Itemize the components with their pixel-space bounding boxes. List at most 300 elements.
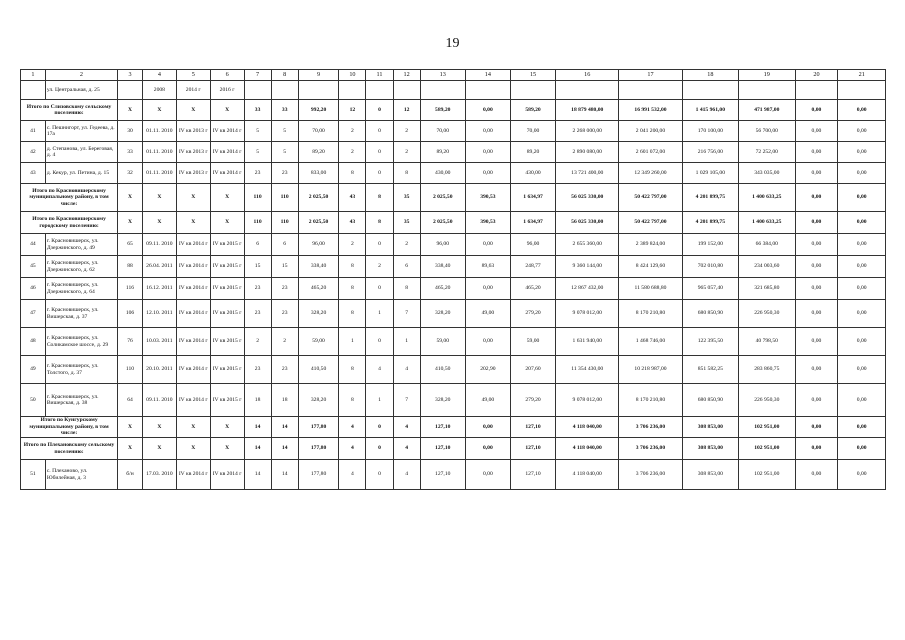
table-cell: 1 xyxy=(393,328,420,356)
table-cell: IV кв 2015 г xyxy=(210,234,244,256)
table-cell: IV кв 2015 г xyxy=(210,256,244,278)
table-cell: 0,00 xyxy=(838,300,886,328)
address-cell: г. Красновишерск, ул. Вишерская, д. 37 xyxy=(45,300,117,328)
table-cell xyxy=(339,81,366,100)
address-cell: г. Красновишерск, ул. Вишерская, д. 38 xyxy=(45,384,117,417)
table-cell: X xyxy=(210,212,244,234)
table-cell: 851 582,25 xyxy=(682,356,738,384)
table-cell xyxy=(21,81,46,100)
table-cell: 308 853,00 xyxy=(682,417,738,438)
table-cell: 2 041 200,00 xyxy=(619,121,682,142)
page-number: 19 xyxy=(445,36,460,51)
column-number-header-row xyxy=(21,70,886,81)
table-cell: 5 xyxy=(271,121,298,142)
table-cell xyxy=(556,81,619,100)
table-row xyxy=(21,256,886,278)
table-cell: 4 201 899,75 xyxy=(682,212,738,234)
column-header: 18 xyxy=(682,70,738,81)
table-cell: 59,00 xyxy=(298,328,339,356)
address-cell: г. Красновишерск, ул. Дзержинского, д. 64 xyxy=(45,278,117,300)
table-cell: 0,00 xyxy=(838,256,886,278)
table-cell: IV кв 2014 г xyxy=(176,460,210,490)
table-cell: 8 170 210,80 xyxy=(619,384,682,417)
table-cell: 2 601 072,00 xyxy=(619,142,682,163)
table-cell: 32 xyxy=(118,163,143,184)
table-cell: 0 xyxy=(366,163,393,184)
address-cell: г. Красновишерск, ул. Дзержинского, д. 62 xyxy=(45,256,117,278)
table-cell: 4 xyxy=(393,417,420,438)
table-cell: 72 252,00 xyxy=(739,142,795,163)
table-cell: X xyxy=(118,100,143,121)
table-cell: 43 xyxy=(339,212,366,234)
table-cell: 23 xyxy=(244,356,271,384)
table-cell: IV кв 2014 г xyxy=(176,234,210,256)
table-cell: 0,00 xyxy=(795,184,838,212)
table-cell: 5 xyxy=(244,121,271,142)
table-cell: 70,00 xyxy=(510,121,555,142)
table-cell: IV кв 2014 г xyxy=(176,356,210,384)
table-cell: 8 xyxy=(393,163,420,184)
housing-program-table xyxy=(20,69,886,490)
table-cell: 343 035,00 xyxy=(739,163,795,184)
table-cell: 50 422 797,00 xyxy=(619,184,682,212)
table-cell: 5 xyxy=(244,142,271,163)
table-cell: 0,00 xyxy=(838,278,886,300)
table-cell: 12 xyxy=(393,100,420,121)
table-cell: 0,00 xyxy=(838,356,886,384)
table-cell: 216 756,00 xyxy=(682,142,738,163)
table-cell: IV кв 2013 г xyxy=(176,142,210,163)
column-header: 9 xyxy=(298,70,339,81)
table-cell: 4 xyxy=(366,356,393,384)
table-cell: 2 xyxy=(271,328,298,356)
table-cell: 8 170 210,80 xyxy=(619,300,682,328)
table-cell: 35 xyxy=(393,184,420,212)
table-cell: 3 706 236,00 xyxy=(619,438,682,460)
table-cell: 17.03. 2010 xyxy=(142,460,176,490)
table-cell: 2 025,50 xyxy=(420,184,465,212)
table-row xyxy=(21,234,886,256)
table-cell: 0,00 xyxy=(465,460,510,490)
table-cell: 465,20 xyxy=(510,278,555,300)
table-cell: 56 025 330,00 xyxy=(556,184,619,212)
table-cell: 127,10 xyxy=(420,460,465,490)
subtotal-row xyxy=(21,212,886,234)
table-cell: 702 010,80 xyxy=(682,256,738,278)
table-cell: 177,80 xyxy=(298,438,339,460)
table-cell: 0,00 xyxy=(795,417,838,438)
table-cell: 2 025,50 xyxy=(298,184,339,212)
table-cell: 1 029 105,00 xyxy=(682,163,738,184)
table-cell: 390,53 xyxy=(465,212,510,234)
table-cell: 65 xyxy=(118,234,143,256)
table-cell: 177,80 xyxy=(298,417,339,438)
table-cell: X xyxy=(142,417,176,438)
table-cell: 1 400 633,25 xyxy=(739,184,795,212)
table-cell: 279,20 xyxy=(510,300,555,328)
table-cell: 0,00 xyxy=(838,328,886,356)
table-cell: 0 xyxy=(366,438,393,460)
table-cell: 0,00 xyxy=(465,417,510,438)
table-cell: 14 xyxy=(244,438,271,460)
address-cell: д. Степанова, ул. Береговая, д. 4 xyxy=(45,142,117,163)
table-cell: 2 025,50 xyxy=(298,212,339,234)
address-cell: г. Красновишерск, ул. Толстого, д. 37 xyxy=(45,356,117,384)
table-cell: 2008 xyxy=(142,81,176,100)
subtotal-title: Итого по Плехановскому сельскому поселению: xyxy=(21,438,118,460)
table-cell: X xyxy=(142,100,176,121)
column-header: 15 xyxy=(510,70,555,81)
table-cell: 18 xyxy=(271,384,298,417)
table-cell: 1 631 940,00 xyxy=(556,328,619,356)
table-cell: 9 078 012,00 xyxy=(556,384,619,417)
table-cell: 4 201 899,75 xyxy=(682,184,738,212)
table-cell: 0,00 xyxy=(465,278,510,300)
column-header: 8 xyxy=(271,70,298,81)
table-cell: 23 xyxy=(271,163,298,184)
table-cell: 16.12. 2011 xyxy=(142,278,176,300)
table-cell: 43 xyxy=(339,184,366,212)
table-cell: 0,00 xyxy=(795,163,838,184)
table-cell: 3 706 236,00 xyxy=(619,460,682,490)
table-cell: 234 003,60 xyxy=(739,256,795,278)
column-header: 1 xyxy=(21,70,46,81)
table-cell: 110 xyxy=(271,212,298,234)
table-cell: 70,00 xyxy=(298,121,339,142)
table-cell: X xyxy=(142,438,176,460)
table-cell: 4 xyxy=(339,417,366,438)
table-cell: 4 118 040,00 xyxy=(556,417,619,438)
table-cell xyxy=(244,81,271,100)
table-cell: 127,10 xyxy=(420,438,465,460)
table-cell: 23 xyxy=(271,300,298,328)
table-cell: 4 xyxy=(393,460,420,490)
table-cell: 202,90 xyxy=(465,356,510,384)
table-cell: 0,00 xyxy=(838,384,886,417)
table-cell: 430,00 xyxy=(510,163,555,184)
table-cell: 0,00 xyxy=(838,184,886,212)
table-cell xyxy=(393,81,420,100)
table-cell: 14 xyxy=(271,460,298,490)
table-cell: 102 951,00 xyxy=(739,460,795,490)
table-cell: 14 xyxy=(271,438,298,460)
table-cell: 14 xyxy=(244,460,271,490)
table-cell: 0 xyxy=(366,328,393,356)
table-cell: 0,00 xyxy=(795,142,838,163)
table-cell: 589,20 xyxy=(510,100,555,121)
table-cell: 127,10 xyxy=(420,417,465,438)
table-cell: 2 xyxy=(339,142,366,163)
table-cell: б/н xyxy=(118,460,143,490)
table-cell: 0,00 xyxy=(795,121,838,142)
table-cell: 0,00 xyxy=(795,100,838,121)
table-cell: 2 xyxy=(393,234,420,256)
table-row xyxy=(21,384,886,417)
table-cell: IV кв 2014 г xyxy=(176,328,210,356)
table-cell: 110 xyxy=(118,356,143,384)
table-cell: 680 850,90 xyxy=(682,384,738,417)
table-cell xyxy=(118,81,143,100)
table-cell xyxy=(298,81,339,100)
table-cell: 0,00 xyxy=(838,438,886,460)
table-cell: X xyxy=(176,417,210,438)
table-cell: 01.11. 2010 xyxy=(142,142,176,163)
table-cell: 26.04. 2011 xyxy=(142,256,176,278)
table-cell: 4 118 040,00 xyxy=(556,438,619,460)
table-cell: 0,00 xyxy=(465,142,510,163)
table-cell: 2014 г xyxy=(176,81,210,100)
table-cell: 0,00 xyxy=(838,212,886,234)
table-row xyxy=(21,142,886,163)
table-cell: 12 xyxy=(339,100,366,121)
table-cell: 0,00 xyxy=(795,328,838,356)
table-cell: 64 xyxy=(118,384,143,417)
subtotal-row xyxy=(21,184,886,212)
table-cell: 0,00 xyxy=(795,234,838,256)
table-cell: 23 xyxy=(271,356,298,384)
address-cell: с. Плеханово, ул. Юбилейная, д. 3 xyxy=(45,460,117,490)
table-cell: 8 xyxy=(339,356,366,384)
table-cell: 328,20 xyxy=(420,300,465,328)
table-cell xyxy=(510,81,555,100)
table-cell: 11 580 688,80 xyxy=(619,278,682,300)
table-cell: 23 xyxy=(244,278,271,300)
table-cell: 41 xyxy=(21,121,46,142)
column-header: 19 xyxy=(739,70,795,81)
table-cell: 177,80 xyxy=(298,460,339,490)
subtotal-row xyxy=(21,417,886,438)
table-cell: 0,00 xyxy=(795,256,838,278)
table-cell: 56 700,00 xyxy=(739,121,795,142)
table-cell: 965 057,40 xyxy=(682,278,738,300)
table-cell: 127,10 xyxy=(510,460,555,490)
table-cell: 0,00 xyxy=(795,438,838,460)
table-cell: IV кв 2015 г xyxy=(210,356,244,384)
table-cell: 33 xyxy=(244,100,271,121)
column-header: 11 xyxy=(366,70,393,81)
table-cell: 15 xyxy=(244,256,271,278)
table-cell: 4 xyxy=(339,460,366,490)
table-cell: 992,20 xyxy=(298,100,339,121)
table-cell: 1 415 961,00 xyxy=(682,100,738,121)
table-cell: 127,10 xyxy=(510,417,555,438)
table-cell: 589,20 xyxy=(420,100,465,121)
table-cell: 30 xyxy=(118,121,143,142)
table-cell: 12 349 260,00 xyxy=(619,163,682,184)
table-row xyxy=(21,121,886,142)
table-cell: 14 xyxy=(244,417,271,438)
table-cell: X xyxy=(176,184,210,212)
table-cell: 33 xyxy=(118,142,143,163)
table-cell: 01.11. 2010 xyxy=(142,121,176,142)
subtotal-row xyxy=(21,438,886,460)
table-cell: 11 354 430,00 xyxy=(556,356,619,384)
table-cell: 6 xyxy=(271,234,298,256)
table-cell: 1 468 746,00 xyxy=(619,328,682,356)
table-cell: 0,00 xyxy=(838,234,886,256)
table-cell: X xyxy=(176,100,210,121)
table-cell: 20.10. 2011 xyxy=(142,356,176,384)
table-cell: 465,20 xyxy=(420,278,465,300)
table-cell xyxy=(271,81,298,100)
table-cell: IV кв 2014 г xyxy=(210,142,244,163)
table-cell: 45 xyxy=(21,256,46,278)
table-cell: 0,00 xyxy=(795,300,838,328)
table-cell: 2 xyxy=(244,328,271,356)
table-body xyxy=(21,81,886,490)
table-cell: 48 xyxy=(21,328,46,356)
column-header: 17 xyxy=(619,70,682,81)
column-header: 3 xyxy=(118,70,143,81)
table-cell: 0,00 xyxy=(465,100,510,121)
table-cell xyxy=(366,81,393,100)
table-cell: 66 384,00 xyxy=(739,234,795,256)
table-cell: 12 867 432,00 xyxy=(556,278,619,300)
table-cell: 0,00 xyxy=(838,100,886,121)
table-cell: 49,00 xyxy=(465,384,510,417)
table-cell: 4 xyxy=(393,438,420,460)
table-cell: 15 xyxy=(271,256,298,278)
table-cell: 23 xyxy=(271,278,298,300)
table-cell: 8 xyxy=(339,163,366,184)
table-cell: 13 721 400,00 xyxy=(556,163,619,184)
table-cell: 0,00 xyxy=(795,278,838,300)
table-cell: 89,20 xyxy=(510,142,555,163)
column-header: 12 xyxy=(393,70,420,81)
table-cell: 0,00 xyxy=(795,384,838,417)
table-cell xyxy=(838,81,886,100)
table-cell: 96,00 xyxy=(420,234,465,256)
table-row xyxy=(21,163,886,184)
table-cell: 833,00 xyxy=(298,163,339,184)
table-cell: IV кв 2015 г xyxy=(210,300,244,328)
table-cell: 7 xyxy=(393,384,420,417)
table-cell: 338,40 xyxy=(420,256,465,278)
table-cell: 70,00 xyxy=(420,121,465,142)
address-cell: с. Пешнигорт, ул. Гедеева, д. 17а xyxy=(45,121,117,142)
table-cell: X xyxy=(210,184,244,212)
table-cell: 680 850,90 xyxy=(682,300,738,328)
table-cell: 199 152,00 xyxy=(682,234,738,256)
table-cell: X xyxy=(118,184,143,212)
column-header: 5 xyxy=(176,70,210,81)
table-cell: 2 890 080,00 xyxy=(556,142,619,163)
table-cell: 50 422 797,00 xyxy=(619,212,682,234)
table-cell: 89,20 xyxy=(420,142,465,163)
column-header: 21 xyxy=(838,70,886,81)
table-cell: 308 853,00 xyxy=(682,438,738,460)
table-row xyxy=(21,300,886,328)
table-cell: 50 xyxy=(21,384,46,417)
table-cell: 8 xyxy=(339,278,366,300)
table-cell: 9 360 144,00 xyxy=(556,256,619,278)
table-cell: 89,20 xyxy=(298,142,339,163)
subtotal-title: Итого по Слизовскому сельскому поселению: xyxy=(21,100,118,121)
table-cell: 0,00 xyxy=(465,121,510,142)
table-cell: 3 706 236,00 xyxy=(619,417,682,438)
table-cell: X xyxy=(118,212,143,234)
subtotal-title: Итого по Красновишерскому муниципальному району, в том числе: xyxy=(21,184,118,212)
table-cell xyxy=(795,81,838,100)
table-cell: 4 118 040,00 xyxy=(556,460,619,490)
table-cell: 0 xyxy=(366,100,393,121)
table-cell: 0,00 xyxy=(838,163,886,184)
table-cell: 23 xyxy=(244,163,271,184)
table-cell: 0,00 xyxy=(838,417,886,438)
table-cell: 7 xyxy=(393,300,420,328)
table-cell: 6 xyxy=(393,256,420,278)
table-cell: 42 xyxy=(21,142,46,163)
table-cell: 0,00 xyxy=(838,142,886,163)
table-cell: X xyxy=(176,212,210,234)
table-cell: 0 xyxy=(366,278,393,300)
table-cell: 0,00 xyxy=(838,460,886,490)
table-cell: 0,00 xyxy=(465,438,510,460)
table-cell: 49,00 xyxy=(465,300,510,328)
table-cell: 390,53 xyxy=(465,184,510,212)
address-cell: ул. Центральная, д. 25 xyxy=(45,81,117,100)
table-cell: X xyxy=(210,438,244,460)
table-cell: 2016 г xyxy=(210,81,244,100)
table-cell: 0 xyxy=(366,417,393,438)
subtotal-title: Итого по Красновишерскому городскому поселению: xyxy=(21,212,118,234)
table-cell: 0,00 xyxy=(795,356,838,384)
table-cell: X xyxy=(142,212,176,234)
column-header: 10 xyxy=(339,70,366,81)
table-cell: 10 218 987,00 xyxy=(619,356,682,384)
table-cell: 2 xyxy=(339,234,366,256)
table-cell: 0 xyxy=(366,121,393,142)
table-cell: X xyxy=(210,100,244,121)
table-cell: IV кв 2014 г xyxy=(176,384,210,417)
table-cell: 9 078 012,00 xyxy=(556,300,619,328)
table-cell: 2 655 360,00 xyxy=(556,234,619,256)
table-cell: 110 xyxy=(244,184,271,212)
table-cell: 01.11. 2010 xyxy=(142,163,176,184)
table-cell: 14 xyxy=(271,417,298,438)
column-header: 14 xyxy=(465,70,510,81)
table-cell: 410,50 xyxy=(298,356,339,384)
table-cell: 8 424 129,60 xyxy=(619,256,682,278)
table-cell: 328,20 xyxy=(298,384,339,417)
table-cell: 8 xyxy=(366,212,393,234)
table-cell: 0 xyxy=(366,142,393,163)
table-cell: 8 xyxy=(339,384,366,417)
table-cell: 0 xyxy=(366,234,393,256)
housing-program-table-wrapper xyxy=(20,69,886,490)
table-row xyxy=(21,278,886,300)
address-cell: г. Красновишерск, ул. Дзержинского, д. 49 xyxy=(45,234,117,256)
table-cell: 1 634,97 xyxy=(510,184,555,212)
table-cell: IV кв 2014 г xyxy=(176,300,210,328)
table-cell: 51 xyxy=(21,460,46,490)
table-cell xyxy=(682,81,738,100)
table-cell: 308 853,00 xyxy=(682,460,738,490)
table-cell xyxy=(420,81,465,100)
table-cell: IV кв 2015 г xyxy=(210,384,244,417)
table-cell: 248,77 xyxy=(510,256,555,278)
subtotal-row xyxy=(21,100,886,121)
table-cell: 96,00 xyxy=(510,234,555,256)
table-cell: 49 xyxy=(21,356,46,384)
table-cell: IV кв 2014 г xyxy=(210,460,244,490)
table-cell: 127,10 xyxy=(510,438,555,460)
table-cell: 430,00 xyxy=(420,163,465,184)
table-cell: 96,00 xyxy=(298,234,339,256)
table-cell: 12.10. 2011 xyxy=(142,300,176,328)
table-cell: 1 400 633,25 xyxy=(739,212,795,234)
table-cell: 0,00 xyxy=(838,121,886,142)
